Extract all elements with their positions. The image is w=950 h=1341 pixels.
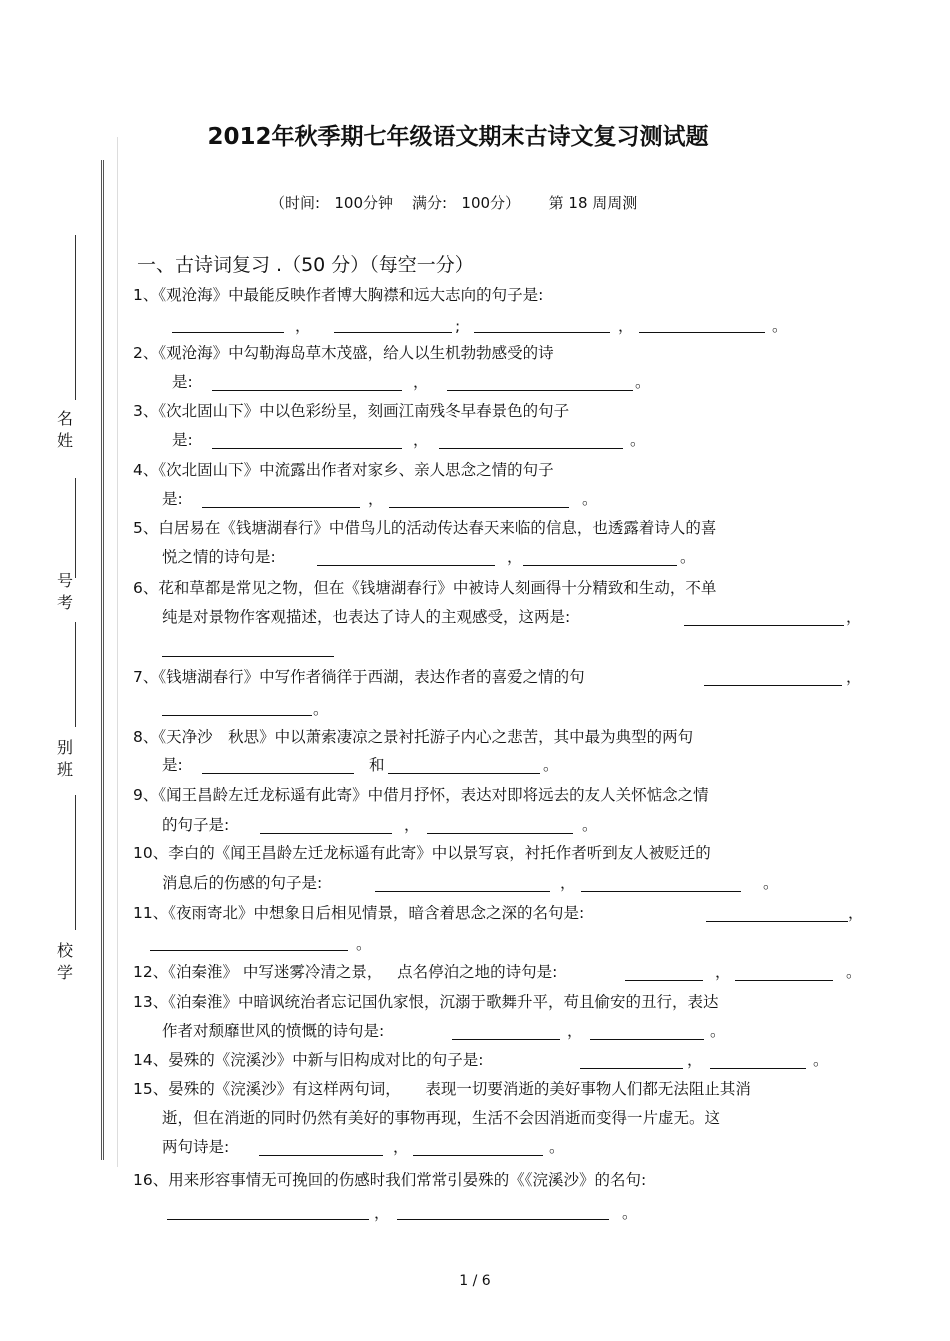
punct-comma: ， xyxy=(618,317,634,335)
answer-blank[interactable] xyxy=(639,332,765,333)
punct-comma: ， xyxy=(715,963,731,981)
answer-blank[interactable] xyxy=(523,565,677,566)
punct-period: 。 xyxy=(635,373,651,391)
punct-period: 。 xyxy=(772,317,788,335)
question-4-cont: 是: xyxy=(162,490,183,508)
punct-period: 。 xyxy=(313,700,329,718)
punct-comma: ， xyxy=(368,490,384,508)
answer-blank[interactable] xyxy=(260,833,392,834)
answer-blank[interactable] xyxy=(397,1219,609,1220)
question-4: 4、《次北固山下》中流露出作者对家乡、亲人思念之情的句子 xyxy=(133,461,554,479)
answer-blank[interactable] xyxy=(334,332,452,333)
margin-divider xyxy=(75,478,76,578)
answer-blank[interactable] xyxy=(212,390,402,391)
answer-blank[interactable] xyxy=(735,980,833,981)
question-13: 13、《泊秦淮》中暗讽统治者忘记国仇家恨，沉溺于歌舞升平，苟且偷安的丑行，表达 xyxy=(133,993,719,1011)
punct-period: 。 xyxy=(549,1138,565,1156)
question-2-cont: 是: xyxy=(172,373,193,391)
page-number: 1 / 6 xyxy=(459,1273,491,1289)
answer-blank[interactable] xyxy=(389,507,569,508)
punct-period: 。 xyxy=(680,548,696,566)
question-9: 9、《闻王昌龄左迁龙标遥有此寄》中借月抒怀，表达对即将远去的友人关怀惦念之情 xyxy=(133,786,709,804)
question-15-cont: 逝，但在消逝的同时仍然有美好的事物再现，生活不会因消逝而变得一片虚无。这 xyxy=(162,1109,721,1127)
punct-period: 。 xyxy=(356,935,372,953)
question-15-cont2: 两句诗是: xyxy=(162,1138,230,1156)
answer-blank[interactable] xyxy=(706,921,848,922)
question-1: 1、《观沧海》中最能反映作者博大胸襟和远大志向的句子是: xyxy=(133,286,544,304)
answer-blank[interactable] xyxy=(710,1068,806,1069)
question-14: 14、晏殊的《浣溪沙》中新与旧构成对比的句子是: xyxy=(133,1051,484,1069)
answer-blank[interactable] xyxy=(452,1039,560,1040)
punct-comma: ， xyxy=(413,431,429,449)
punct-period: 。 xyxy=(813,1051,829,1069)
answer-blank[interactable] xyxy=(167,1219,369,1220)
question-10: 10、李白的《闻王昌龄左迁龙标遥有此寄》中以景写哀，衬托作者听到友人被贬迁的 xyxy=(133,844,711,862)
punct-comma: ， xyxy=(567,1022,583,1040)
punct-comma: ， xyxy=(413,373,429,391)
punct-period: 。 xyxy=(710,1022,726,1040)
question-12: 12、《泊秦淮》 中写迷雾冷清之景， 点名停泊之地的诗句是: xyxy=(133,963,558,981)
question-16: 16、用来形容事情无可挽回的伤感时我们常常引晏殊的《《浣溪沙》的名句: xyxy=(133,1171,647,1189)
punct-period: 。 xyxy=(630,431,646,449)
answer-blank[interactable] xyxy=(202,773,354,774)
answer-blank[interactable] xyxy=(413,1155,543,1156)
question-6: 6、花和草都是常见之物，但在《钱塘湖春行》中被诗人刻画得十分精致和生动，不单 xyxy=(133,579,717,597)
question-3: 3、《次北固山下》中以色彩纷呈，刻画江南残冬早春景色的句子 xyxy=(133,402,570,420)
punct-comma: ， xyxy=(846,668,862,686)
question-13-cont: 作者对颓靡世风的愤慨的诗句是: xyxy=(162,1022,385,1040)
conjunction-and: 和 xyxy=(369,756,385,774)
punct-period: 。 xyxy=(763,874,779,892)
question-2: 2、《观沧海》中勾勒海岛草木茂盛，给人以生机勃勃感受的诗 xyxy=(133,344,554,362)
answer-blank[interactable] xyxy=(625,980,703,981)
answer-blank[interactable] xyxy=(447,390,633,391)
answer-blank[interactable] xyxy=(259,1155,383,1156)
question-8-cont: 是: xyxy=(162,756,183,774)
answer-blank[interactable] xyxy=(202,507,360,508)
punct-period: 。 xyxy=(582,816,598,834)
answer-blank[interactable] xyxy=(388,773,540,774)
question-9-cont: 的句子是: xyxy=(162,816,230,834)
margin-divider xyxy=(75,235,76,400)
answer-blank[interactable] xyxy=(590,1039,704,1040)
exam-info: （时间: 100分钟 满分: 100分） 第 18 周周测 xyxy=(270,194,638,212)
answer-blank[interactable] xyxy=(580,1068,683,1069)
question-5-cont: 悦之情的诗句是: xyxy=(162,548,276,566)
answer-blank[interactable] xyxy=(162,715,312,716)
margin-guide-line xyxy=(117,137,118,1167)
answer-blank[interactable] xyxy=(150,950,348,951)
punct-comma: ， xyxy=(507,548,523,566)
punct-comma: ， xyxy=(404,816,420,834)
punct-period: 。 xyxy=(582,490,598,508)
answer-blank[interactable] xyxy=(684,625,844,626)
answer-blank[interactable] xyxy=(317,565,495,566)
margin-divider xyxy=(75,622,76,727)
answer-blank[interactable] xyxy=(162,656,334,657)
punct-period: 。 xyxy=(622,1204,638,1222)
punct-period: 。 xyxy=(846,963,862,981)
punct-comma: ， xyxy=(846,608,862,626)
punct-comma: ， xyxy=(560,874,576,892)
punct-semicolon: ; xyxy=(455,317,461,335)
punct-comma: ， xyxy=(295,317,311,335)
punct-comma: ， xyxy=(393,1138,409,1156)
margin-label-examno: 号 考 xyxy=(56,571,73,612)
punct-comma: ， xyxy=(848,904,864,922)
question-8: 8、《天净沙 秋思》中以萧索凄凉之景衬托游子内心之悲苦，其中最为典型的两句 xyxy=(133,728,694,746)
answer-blank[interactable] xyxy=(172,332,284,333)
punct-period: 。 xyxy=(543,756,559,774)
section-heading: 一、古诗词复习 .（50 分）（每空一分） xyxy=(137,254,474,276)
question-15: 15、晏殊的《浣溪沙》有这样两句词， 表现一切要消逝的美好事物人们都无法阻止其消 xyxy=(133,1080,751,1098)
margin-label-class: 别 班 xyxy=(56,738,73,779)
punct-comma: ， xyxy=(374,1204,390,1222)
answer-blank[interactable] xyxy=(375,891,550,892)
margin-label-name: 名 姓 xyxy=(56,409,73,450)
binding-line xyxy=(101,160,104,1160)
answer-blank[interactable] xyxy=(212,448,402,449)
answer-blank[interactable] xyxy=(704,685,842,686)
answer-blank[interactable] xyxy=(427,833,573,834)
margin-divider xyxy=(75,795,76,930)
question-7: 7、《钱塘湖春行》中写作者徜徉于西湖，表达作者的喜爱之情的句 xyxy=(133,668,585,686)
question-10-cont: 消息后的伤感的句子是: xyxy=(162,874,323,892)
page-title: 2012年秋季期七年级语文期末古诗文复习测试题 xyxy=(207,124,709,150)
question-6-cont: 纯是对景物作客观描述，也表达了诗人的主观感受，这两是: xyxy=(162,608,571,626)
answer-blank[interactable] xyxy=(439,448,623,449)
margin-label-school: 校 学 xyxy=(56,941,73,982)
question-3-cont: 是: xyxy=(172,431,193,449)
answer-blank[interactable] xyxy=(474,332,610,333)
question-11: 11、《夜雨寄北》中想象日后相见情景，暗含着思念之深的名句是: xyxy=(133,904,585,922)
answer-blank[interactable] xyxy=(581,891,741,892)
question-5: 5、白居易在《钱塘湖春行》中借鸟儿的活动传达春天来临的信息，也透露着诗人的喜 xyxy=(133,519,717,537)
punct-comma: ， xyxy=(687,1051,703,1069)
